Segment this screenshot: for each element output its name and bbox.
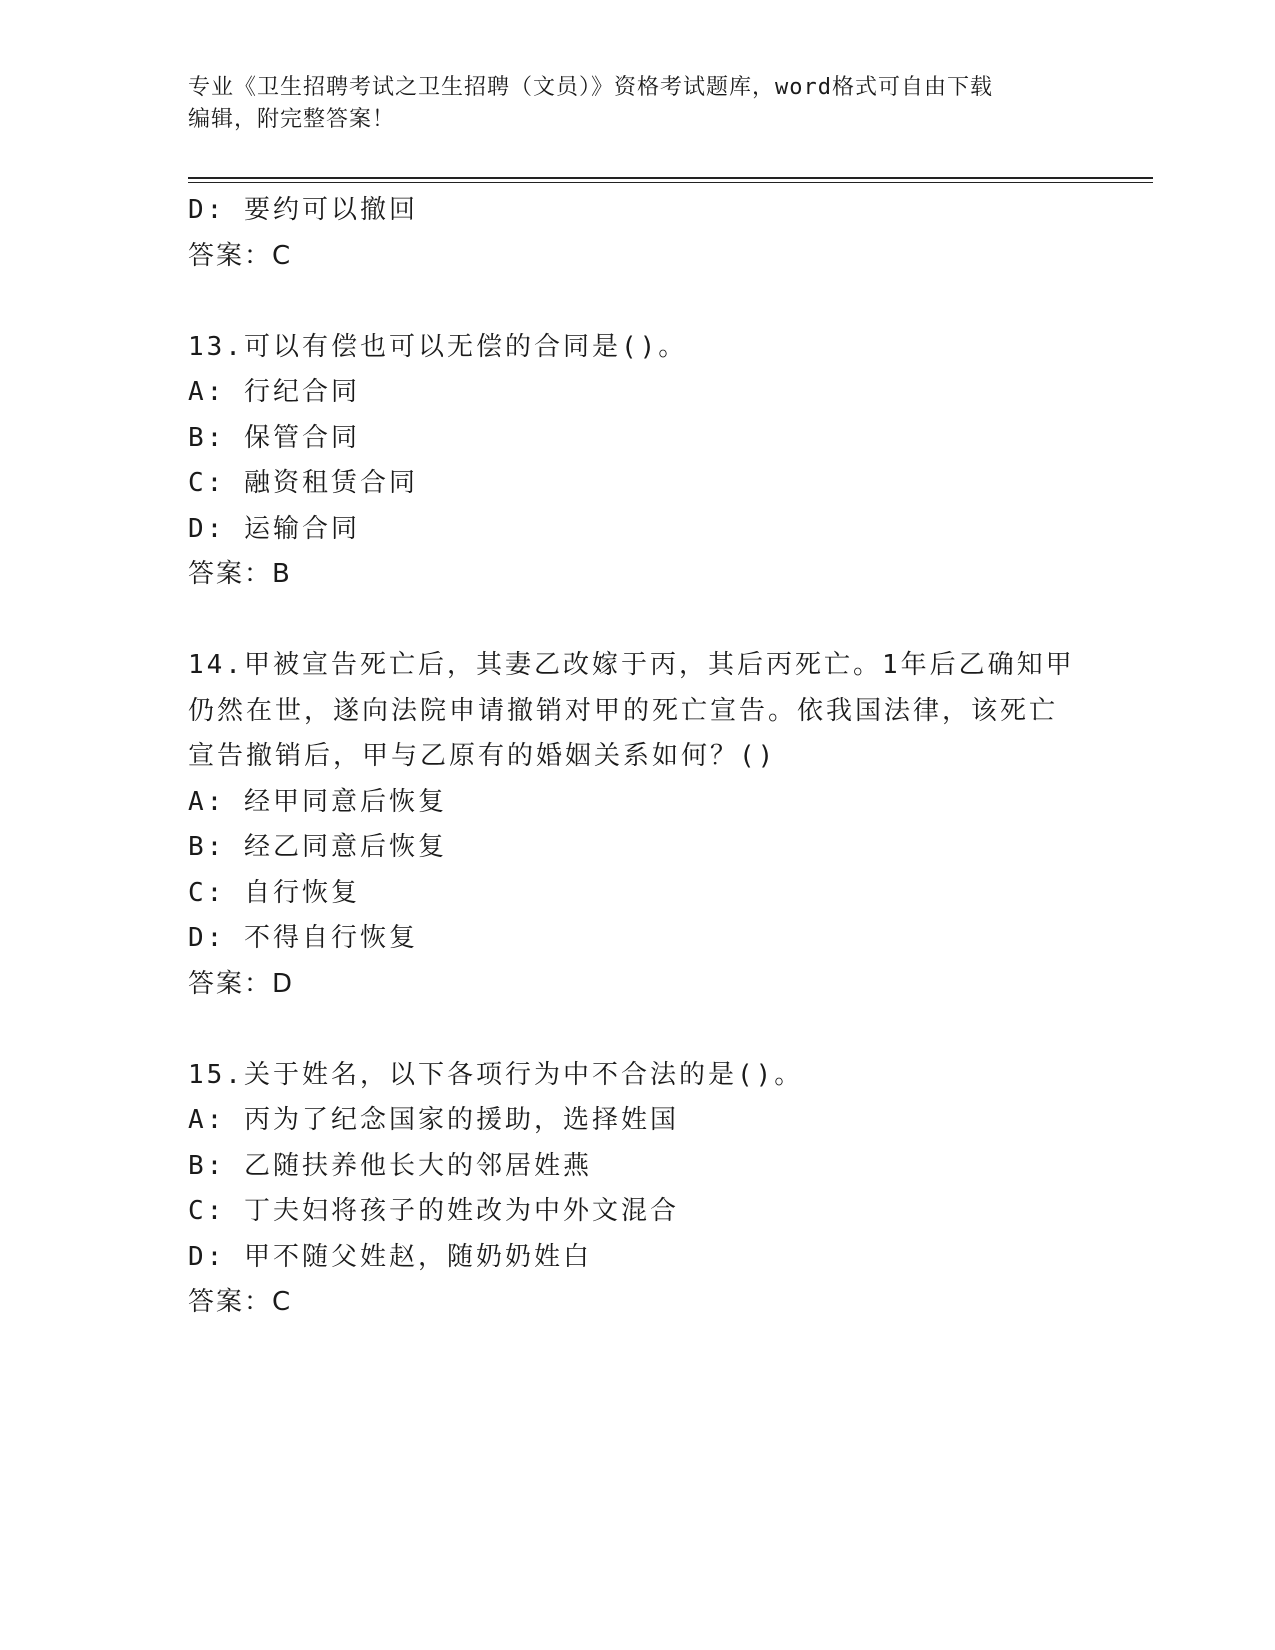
question-content (188, 188, 1088, 1326)
question-13-option-b: B: 保管合同 (188, 422, 360, 453)
header-divider-thin (188, 182, 1153, 183)
document-header (188, 72, 1088, 136)
prev-option-d: D: 要约可以撤回 (188, 195, 418, 225)
question-13-stem: 13.可以有偿也可以无偿的合同是()。 (188, 331, 688, 362)
question-13-option-a: A: 行纪合同 (188, 377, 360, 407)
header-divider-thick (188, 177, 1153, 179)
question-14-stem-line-3: 宣告撤销后，甲与乙原有的婚姻关系如何？() (188, 741, 777, 771)
question-14-option-d: D: 不得自行恢复 (188, 923, 418, 953)
question-14 (188, 643, 1088, 1007)
question-14-stem-line-2: 仍然在世，遂向法院申请撤销对甲的死亡宣告。依我国法律，该死亡 (188, 695, 1059, 726)
question-15-option-c: C: 丁夫妇将孩子的姓改为中外文混合 (188, 1196, 679, 1226)
spacer (188, 1007, 1088, 1053)
question-15-stem: 15.关于姓名，以下各项行为中不合法的是()。 (188, 1059, 804, 1090)
spacer (188, 279, 1088, 325)
question-13-option-c: C: 融资租赁合同 (188, 468, 418, 498)
question-15-option-b: B: 乙随扶养他长大的邻居姓燕 (188, 1150, 592, 1181)
header-line-1: 专业《卫生招聘考试之卫生招聘（文员）》资格考试题库，word格式可自由下载 (188, 75, 993, 100)
question-15-option-a: A: 丙为了纪念国家的援助，选择姓国 (188, 1105, 679, 1135)
question-14-stem-line-1: 14.甲被宣告死亡后，其妻乙改嫁于丙，其后丙死亡。1年后乙确知甲 (188, 650, 1075, 680)
question-15 (188, 1053, 1088, 1326)
question-13-answer: 答案：B (188, 559, 292, 589)
question-15-option-d: D: 甲不随父姓赵，随奶奶姓白 (188, 1241, 592, 1272)
spacer (188, 598, 1088, 644)
question-14-option-b: B: 经乙同意后恢复 (188, 832, 447, 862)
header-line-2: 编辑，附完整答案！ (188, 107, 396, 132)
question-15-answer: 答案：C (188, 1287, 293, 1317)
question-13 (188, 325, 1088, 598)
question-14-answer: 答案：D (188, 968, 295, 999)
question-14-option-a: A: 经甲同意后恢复 (188, 786, 447, 817)
prev-answer: 答案：C (188, 240, 293, 271)
question-13-option-d: D: 运输合同 (188, 513, 360, 544)
question-14-option-c: C: 自行恢复 (188, 877, 360, 908)
